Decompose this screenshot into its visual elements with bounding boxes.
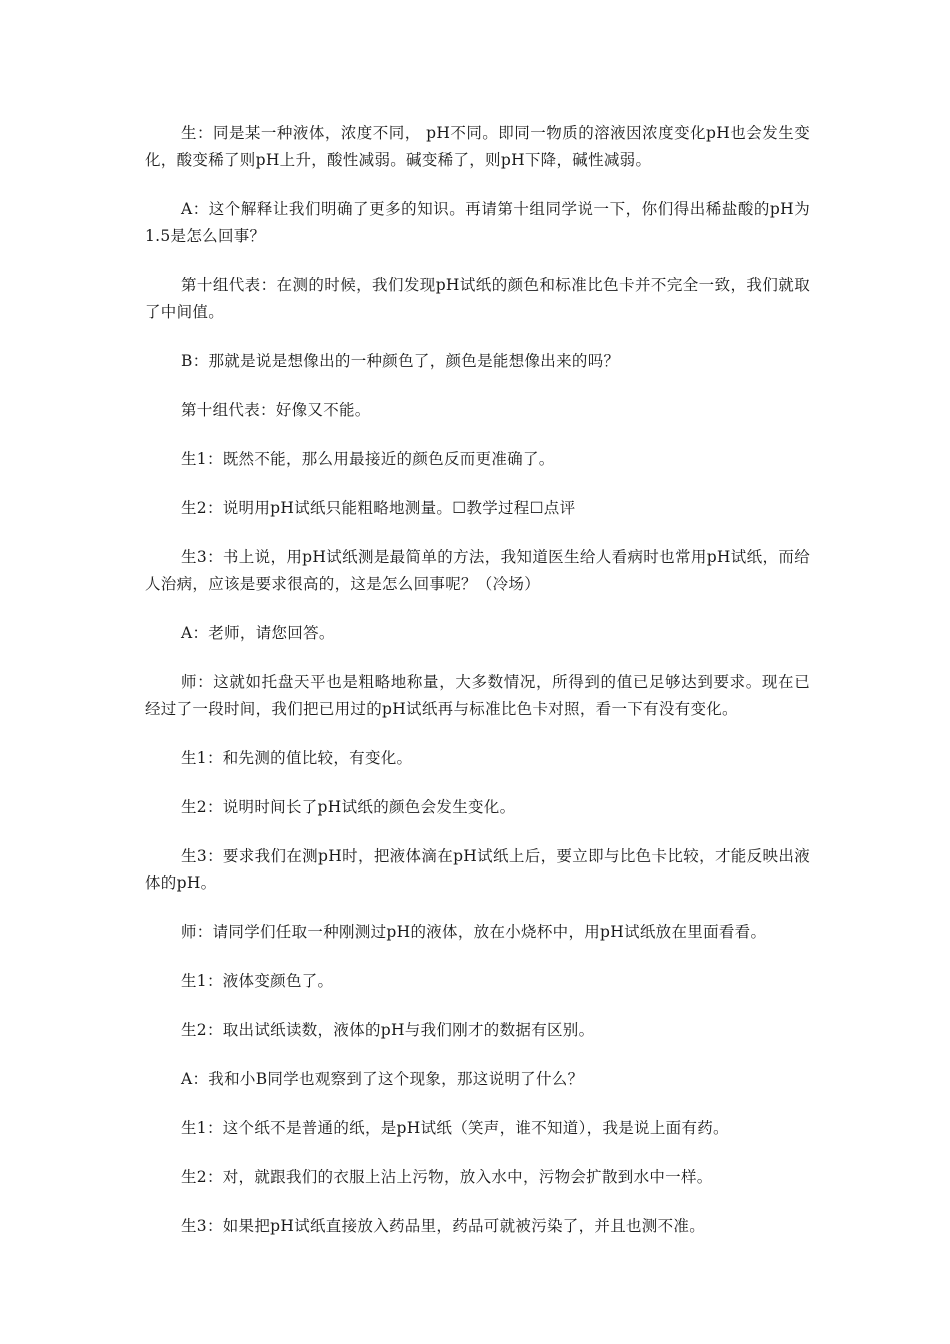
- paragraph: 生2：取出试纸读数，液体的pH与我们刚才的数据有区别。: [181, 1021, 595, 1039]
- paragraph: A：这个解释让我们明确了更多的知识。再请第十组同学说一下，你们得出稀盐酸的pH为1.5是怎么回事？: [145, 200, 810, 245]
- paragraph: 生3：书上说，用pH试纸测是最简单的方法，我知道医生给人看病时也常用pH试纸，而给人治病，应该是要求很高的，这是怎么回事呢？（冷场）: [145, 548, 810, 593]
- paragraph: A：老师，请您回答。: [181, 624, 335, 642]
- document-body: [145, 120, 810, 1262]
- paragraph: A：我和小B同学也观察到了这个现象，那这说明了什么？: [181, 1070, 584, 1088]
- paragraph: 生1：这个纸不是普通的纸，是pH试纸（笑声，谁不知道），我是说上面有药。: [181, 1119, 729, 1137]
- paragraph: 生1：液体变颜色了。: [181, 972, 334, 990]
- paragraph: 生1：既然不能，那么用最接近的颜色反而更准确了。: [181, 450, 555, 468]
- paragraph: 生2：说明用pH试纸只能粗略地测量。☐教学过程☐点评: [181, 499, 576, 517]
- paragraph: 师：这就如托盘天平也是粗略地称量，大多数情况，所得到的值已足够达到要求。现在已经过了一段时间，我们把已用过的pH试纸再与标准比色卡对照，看一下有没有变化。: [145, 673, 810, 718]
- paragraph: 生2：对，就跟我们的衣服上沾上污物，放入水中，污物会扩散到水中一样。: [181, 1168, 713, 1186]
- paragraph: 师：请同学们任取一种刚测过pH的液体，放在小烧杯中，用pH试纸放在里面看看。: [181, 923, 767, 941]
- paragraph: 生3：要求我们在测pH时，把液体滴在pH试纸上后，要立即与比色卡比较，才能反映出液体的pH。: [145, 847, 810, 892]
- paragraph: B：那就是说是想像出的一种颜色了，颜色是能想像出来的吗？: [181, 352, 620, 370]
- paragraph: 生2：说明时间长了pH试纸的颜色会发生变化。: [181, 798, 516, 816]
- paragraph: 第十组代表：在测的时候，我们发现pH试纸的颜色和标准比色卡并不完全一致，我们就取了中间值。: [145, 276, 810, 321]
- paragraph: 生：同是某一种液体，浓度不同， pH不同。即同一物质的溶液因浓度变化pH也会发生变化，酸变稀了则pH上升，酸性减弱。碱变稀了，则pH下降，碱性减弱。: [145, 124, 810, 169]
- paragraph: 生3：如果把pH试纸直接放入药品里，药品可就被污染了，并且也测不准。: [181, 1217, 706, 1235]
- paragraph: 第十组代表：好像又不能。: [181, 401, 371, 419]
- paragraph: 生1：和先测的值比较，有变化。: [181, 749, 413, 767]
